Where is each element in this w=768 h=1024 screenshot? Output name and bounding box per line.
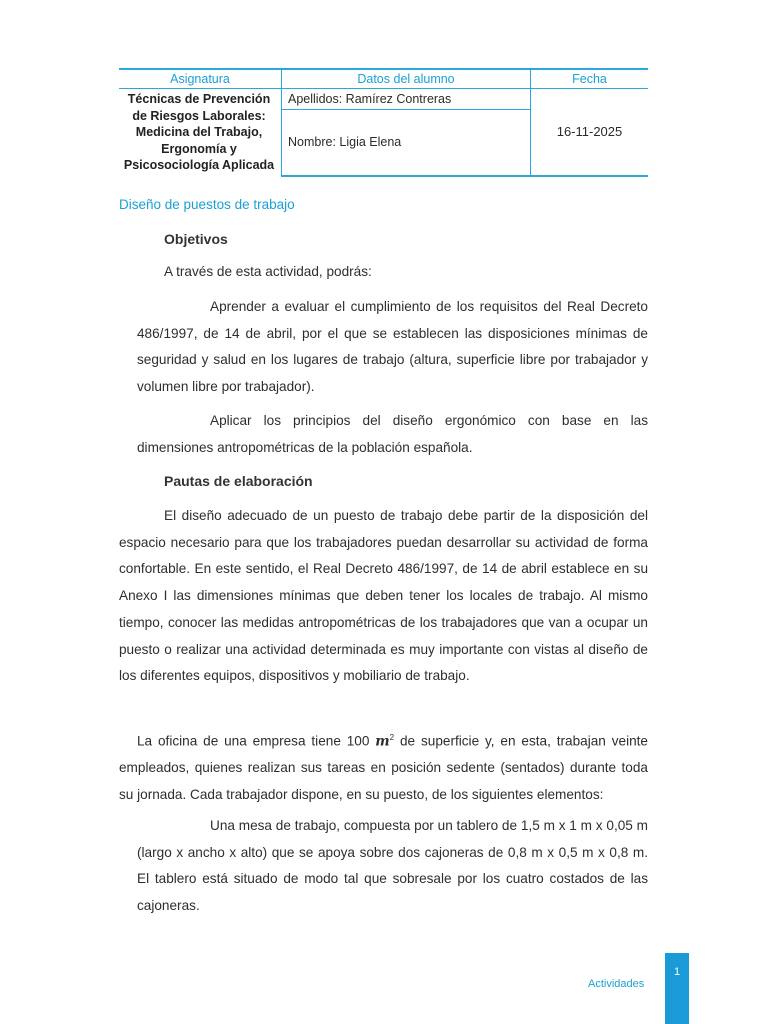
student-name: Nombre: Ligia Elena <box>282 110 531 176</box>
guidelines-paragraph-1: El diseño adecuado de un puesto de trabajo debe partir de la disposición del espacio necesario para que los trabajadores puedan desarrollar su actividad de forma confortable. En este sentido, el Real Decreto 486/1997, de 14 de abril establece en su Anexo I las dimensiones mínimas que deben tener los locales de trabajo. Al mismo tiempo, conocer las medidas antropométricas de los trabajadores que van a ocupar un puesto o realizar una actividad determinada es muy importante con vistas al diseño de los diferentes equipos, dispositivos y mobiliario de trabajo. <box>119 508 648 684</box>
page-number-tab <box>665 953 689 1024</box>
paragraph-2-end: de superficie y, en esta, trabajan veinte empleados, quienes realizan sus tareas en posición sedente (sentados) durante toda su jornada. Cada trabajador dispone, en su puesto, de los siguientes elementos: <box>119 733 648 802</box>
footer-label: Actividades <box>588 978 645 990</box>
paragraph-2-start: La oficina de una empresa tiene 100 <box>137 733 376 749</box>
student-surname: Apellidos: Ramírez Contreras <box>282 89 531 110</box>
header-col-subject: Asignatura <box>119 69 282 89</box>
objectives-heading: Objetivos <box>164 231 228 247</box>
submission-date: 16-11-2025 <box>531 89 649 176</box>
objectives-intro: A través de esta actividad, podrás: <box>164 264 372 279</box>
guidelines-paragraph-2 <box>119 725 648 809</box>
unit-exponent: 2 <box>389 733 395 742</box>
unit-symbol: m <box>375 733 390 750</box>
subject-name: Técnicas de Prevención de Riesgos Laborales: Medicina del Trabajo, Ergonomía y Psicosociología Aplicada <box>123 92 275 172</box>
objective-item-1: Aprender a evaluar el cumplimiento de los requisitos del Real Decreto 486/1997, de 14 de abril, por el que se establecen las disposiciones mínimas de seguridad y salud en los lugares de trabajo (altura, superficie libre por trabajador y volumen libre por trabajador). <box>137 299 648 395</box>
header-table <box>119 68 648 177</box>
header-col-student: Datos del alumno <box>282 69 531 89</box>
header-col-date: Fecha <box>531 69 649 89</box>
page-number: 1 <box>673 966 681 978</box>
guidelines-item-1: Una mesa de trabajo, compuesta por un tablero de 1,5 m x 1 m x 0,05 m (largo x ancho x alto) que se apoya sobre dos cajoneras de 0,8 m x 0,5 m x 0,8 m. El tablero está situado de modo tal que sobresale por los cuatro costados de las cajoneras. <box>137 818 648 914</box>
guidelines-heading: Pautas de elaboración <box>164 473 313 489</box>
section-title: Diseño de puestos de trabajo <box>119 197 295 212</box>
objective-item-2: Aplicar los principios del diseño ergonómico con base en las dimensiones antropométricas de la población española. <box>137 413 648 455</box>
